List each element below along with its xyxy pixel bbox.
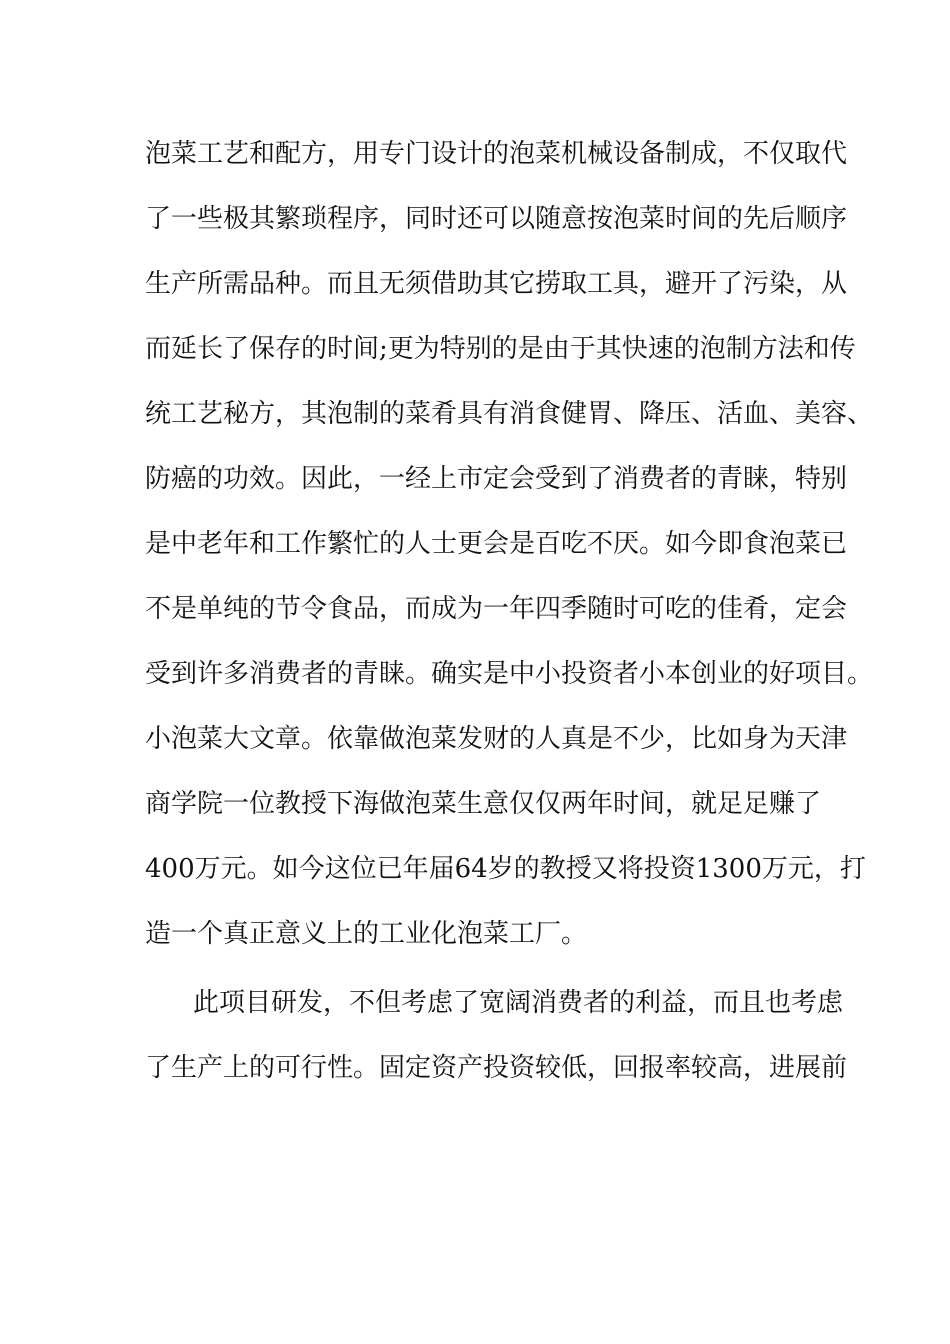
text-line: 而延长了保存的时间;更为特别的是由于其快速的泡制方法和传 [145, 334, 856, 364]
text-line: 了生产上的可行性。固定资产投资较低，回报率较高，进展前 [145, 1053, 848, 1083]
text-line: 商学院一位教授下海做泡菜生意仅仅两年时间，就足足赚了 [145, 789, 822, 819]
text-line: 造一个真正意义上的工业化泡菜工厂。 [145, 919, 588, 949]
text-line: 防癌的功效。因此，一经上市定会受到了消费者的青睐，特别 [145, 464, 848, 494]
text-line: 是中老年和工作繁忙的人士更会是百吃不厌。如今即食泡菜已 [145, 529, 848, 559]
paragraph-1 [145, 128, 874, 973]
text-line: 泡菜工艺和配方，用专门设计的泡菜机械设备制成，不仅取代 [145, 139, 848, 169]
text-line: 400万元。如今这位已年届64岁的教授又将投资1300万元，打 [145, 854, 866, 884]
text-line: 不是单纯的节令食品，而成为一年四季随时可吃的佳肴，定会 [145, 594, 848, 624]
text-line: 生产所需品种。而且无须借助其它捞取工具，避开了污染，从 [145, 269, 848, 299]
text-line: 了一些极其繁琐程序，同时还可以随意按泡菜时间的先后顺序 [145, 204, 848, 234]
text-line: 小泡菜大文章。依靠做泡菜发财的人真是不少，比如身为天津 [145, 724, 848, 754]
paragraph-2 [145, 977, 848, 1107]
text-line: 统工艺秘方，其泡制的菜肴具有消食健胃、降压、活血、美容、 [145, 399, 874, 429]
text-line: 此项目研发，不但考虑了宽阔消费者的利益，而且也考虑 [193, 988, 844, 1018]
text-line: 受到许多消费者的青睐。确实是中小投资者小本创业的好项目。 [145, 659, 874, 689]
body-text [145, 128, 874, 1107]
